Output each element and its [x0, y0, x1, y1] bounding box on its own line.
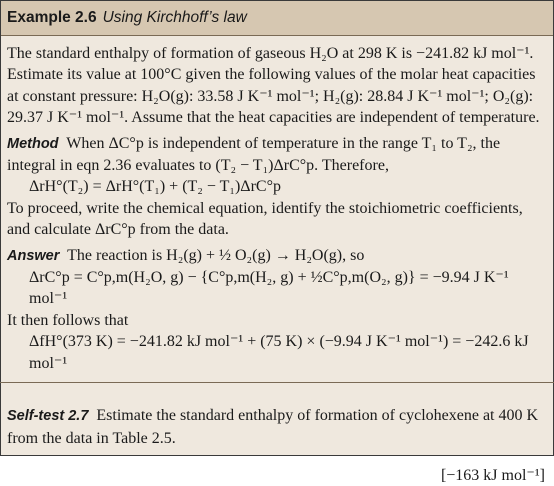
example-body — [1, 36, 553, 374]
method-paragraph — [7, 133, 545, 177]
selftest-label: Self-test 2.7 — [7, 408, 89, 425]
answer-equation-2: ΔfH°(373 K) = −241.82 kJ mol⁻¹ + (75 K) × (−9.94 J K⁻¹ mol⁻¹) = −242.6 kJ mol⁻¹ — [29, 333, 529, 372]
method-label: Method — [7, 135, 59, 152]
selftest-answer: [−163 kJ mol⁻¹] — [440, 466, 545, 484]
answer-paragraph — [7, 245, 545, 267]
answer-equation-1: ΔrC°p = C°p,m(H₂O, g) − {C°p,m(H₂, g) + ½C°p,m(O₂, g)} = −9.94 J K⁻¹ mol⁻¹ — [29, 269, 509, 308]
method-text-1: When ΔC°p is independent of temperature in the range T₁ to T₂, the integral in eqn 2.36 evaluates to (T₂ − T₁)ΔrC°p. Therefore, — [7, 134, 501, 175]
self-test — [1, 383, 553, 486]
method-equation: ΔrH°(T₂) = ΔrH°(T₁) + (T₂ − T₁)ΔrC°p — [29, 178, 281, 196]
answer-label: Answer — [7, 247, 60, 264]
example-title: Using Kirchhoff’s law — [102, 9, 247, 26]
example-label: Example 2.6 — [7, 9, 97, 26]
answer-text-1: The reaction is H₂(g) + ½ O₂(g) → H₂O(g), so — [67, 246, 365, 264]
answer-text-2: It then follows that — [7, 311, 129, 329]
method-text-2: To proceed, write the chemical equation, identify the stoichiometric coefficients, and calculate ΔrC°p from the data. — [7, 199, 523, 239]
problem-text: The standard enthalpy of formation of gaseous H₂O at 298 K is −241.82 kJ mol⁻¹. Estimate its value at 100°C given the following values of the molar heat capacities at constant pressure: H₂O(g): 33.58 J K⁻¹ mol⁻¹; H₂(g): 28.84 J K⁻¹ mol⁻¹; O₂(g): 29.37 J K⁻¹ mol⁻¹. Assume that the heat capacities are independent of temperature. — [7, 45, 540, 127]
selftest-text: Estimate the standard enthalpy of formation of cyclohexene at 400 K from the data in Table 2.5. — [7, 407, 539, 447]
example-header — [1, 1, 553, 36]
